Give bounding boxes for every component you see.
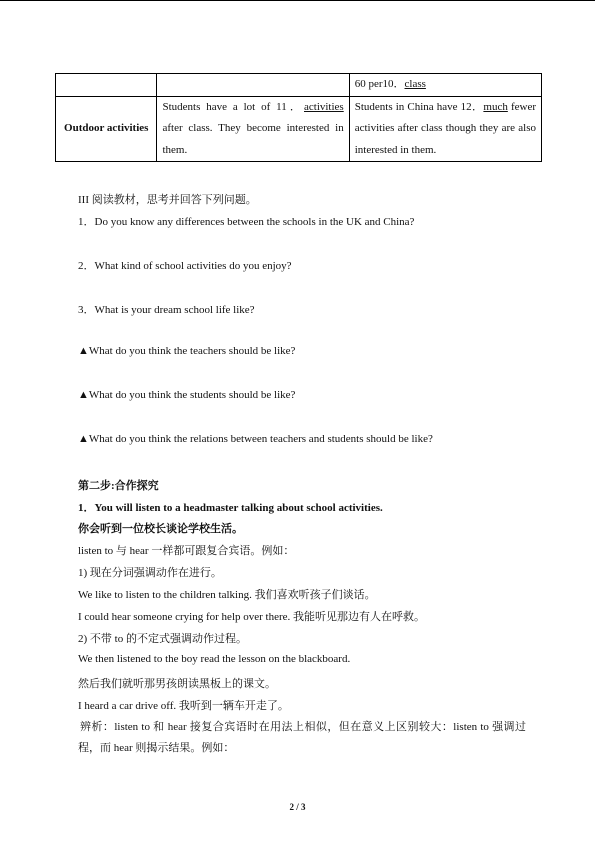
uk-cell <box>157 96 349 162</box>
cell-text: after class. They become interested in them. <box>162 122 344 156</box>
cell-text: fewer activities after class though they are also interested in them. <box>354 100 536 156</box>
body-line: listen to 与 hear 一样都可跟复合宾语。例如： <box>78 545 295 557</box>
answer-class: class <box>404 78 426 90</box>
cell-text: Students have a lot of 11． <box>162 100 304 113</box>
question-students: ▲What do you think the students should be like? <box>78 389 296 401</box>
body-line: 2) 不带 to 的不定式强调动作过程。 <box>78 633 247 645</box>
table-row <box>56 96 542 162</box>
analysis-paragraph: 辨析：listen to 和 hear 接复合宾语时在用法上相似，但在意义上区别较大：listen to 强调过程，而 hear 则揭示结果。例如： <box>78 721 526 754</box>
task-english: 1．You will listen to a headmaster talking about school activities. <box>78 502 383 514</box>
example-sentence: We then listened to the boy read the lesson on the blackboard. <box>78 653 351 665</box>
page-top-rule <box>0 0 595 1</box>
example-translation: 然后我们就听那男孩朗读黑板上的课文。 <box>78 678 276 690</box>
example-sentence: We like to listen to the children talking. 我们喜欢听孩子们谈话。 <box>78 589 376 601</box>
china-cell <box>349 96 541 162</box>
example-sentence: I could hear someone crying for help over there. 我能听见那边有人在呼救。 <box>78 611 426 623</box>
body-line: 1) 现在分词强调动作在进行。 <box>78 567 222 579</box>
section-heading: III 阅读教材，思考并回答下列问题。 <box>78 194 257 206</box>
table-cell <box>56 74 157 97</box>
question-teachers: ▲What do you think the teachers should be like? <box>78 345 296 357</box>
cell-text: 60 per10． <box>354 78 405 90</box>
step-title: 第二步:合作探究 <box>78 480 159 492</box>
example-sentence: I heard a car drive off. 我听到一辆车开走了。 <box>78 700 289 712</box>
answer-activities: activities <box>304 100 344 113</box>
table-cell <box>349 74 541 97</box>
task-chinese: 你会听到一位校长谈论学校生活。 <box>78 523 243 535</box>
page-number: 2 / 3 <box>289 802 306 812</box>
question-2: 2．What kind of school activities do you enjoy? <box>78 260 292 272</box>
question-relations: ▲What do you think the relations between teachers and students should be like? <box>78 433 433 445</box>
question-3: 3．What is your dream school life like? <box>78 304 255 316</box>
row-label-outdoor-activities: Outdoor activities <box>56 96 157 162</box>
cell-text: Students in China have 12． <box>354 100 484 113</box>
table-row <box>56 74 542 97</box>
question-1: 1．Do you know any differences between the schools in the UK and China? <box>78 216 415 228</box>
table-cell <box>157 74 349 97</box>
answer-much: much <box>483 100 508 113</box>
comparison-table <box>55 73 542 162</box>
